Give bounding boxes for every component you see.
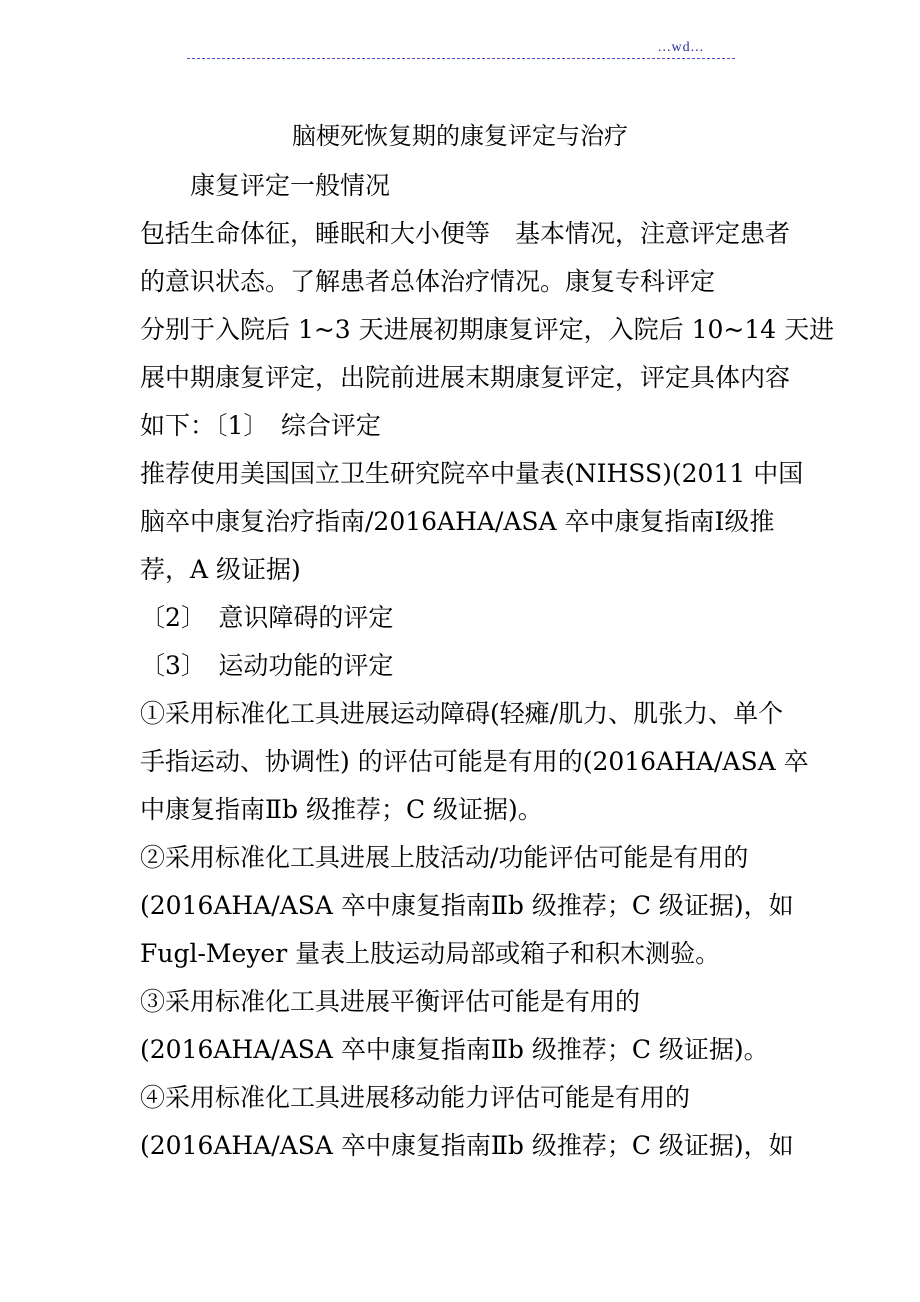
- paragraph-line: (2016AHA/ASA 卒中康复指南Ⅱb 级推荐；C 级证据)，如: [140, 1131, 794, 1160]
- header-dashed-rule: [187, 58, 735, 59]
- list-heading: 〔3〕 运动功能的评定: [140, 651, 394, 680]
- paragraph-line: 手指运动、协调性) 的评估可能是有用的(2016AHA/ASA 卒: [140, 747, 809, 776]
- paragraph-line: ③采用标准化工具进展平衡评估可能是有用的: [140, 987, 641, 1016]
- paragraph-line: 展中期康复评定，出院前进展末期康复评定，评定具体内容: [140, 363, 791, 392]
- section-heading: 康复评定一般情况: [190, 171, 391, 200]
- paragraph-line: 的意识状态。了解患者总体治疗情况。康复专科评定: [140, 267, 716, 296]
- paragraph-line: ④采用标准化工具进展移动能力评估可能是有用的: [140, 1083, 691, 1112]
- paragraph-line: 推荐使用美国国立卫生研究院卒中量表(NIHSS)(2011 中国: [140, 459, 804, 488]
- paragraph-line: Fugl-Meyer 量表上肢运动局部或箱子和积木测验。: [140, 939, 721, 968]
- paragraph-line: ①采用标准化工具进展运动障碍(轻瘫/肌力、肌张力、单个: [140, 699, 784, 728]
- document-title: 脑梗死恢复期的康复评定与治疗: [292, 122, 628, 150]
- paragraph-line: 包括生命体征，睡眠和大小便等 基本情况，注意评定患者: [140, 219, 791, 248]
- list-heading: 〔2〕 意识障碍的评定: [140, 603, 394, 632]
- paragraph-line: 中康复指南Ⅱb 级推荐；C 级证据)。: [140, 795, 543, 824]
- paragraph-line: (2016AHA/ASA 卒中康复指南Ⅱb 级推荐；C 级证据)。: [140, 1035, 769, 1064]
- paragraph-line: 如下：〔1〕 综合评定: [140, 411, 381, 440]
- paragraph-line: 脑卒中康复治疗指南/2016AHA/ASA 卒中康复指南Ⅰ级推: [140, 507, 775, 536]
- paragraph-line: 荐，A 级证据): [140, 555, 301, 584]
- paragraph-line: 分别于入院后 1~3 天进展初期康复评定，入院后 10~14 天进: [140, 315, 835, 344]
- paragraph-line: ②采用标准化工具进展上肢活动/功能评估可能是有用的: [140, 843, 749, 872]
- paragraph-line: (2016AHA/ASA 卒中康复指南Ⅱb 级推荐；C 级证据)，如: [140, 891, 794, 920]
- header-mark: ...wd...: [658, 40, 705, 55]
